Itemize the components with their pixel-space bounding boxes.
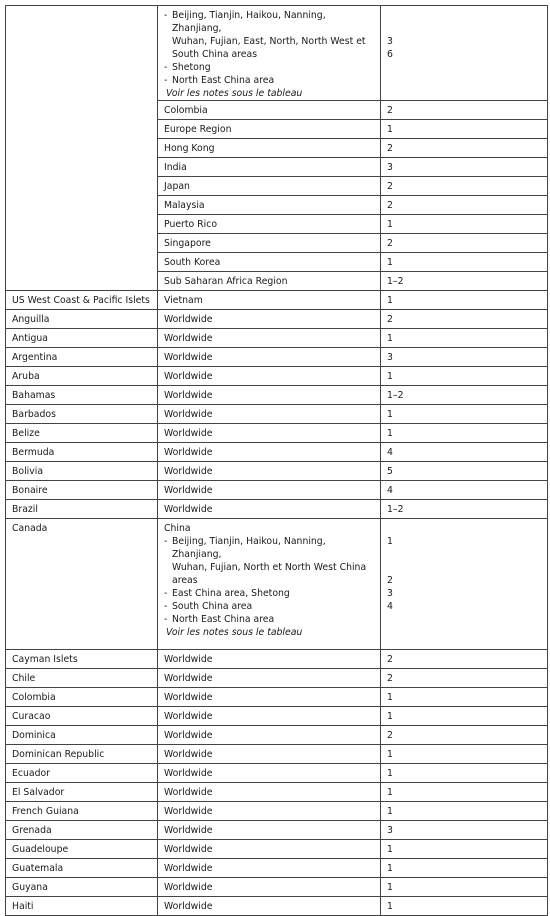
region-cell: Worldwide <box>158 348 381 367</box>
table-row <box>6 878 548 897</box>
value-cell: 1 <box>381 367 548 386</box>
value-cell: 4 <box>381 481 548 500</box>
value-text: 2 <box>387 575 393 586</box>
value-cell: 3 <box>381 348 548 367</box>
value-cell: 2 <box>381 139 548 158</box>
country-cell: Guyana <box>6 878 158 897</box>
region-cell: Worldwide <box>158 462 381 481</box>
country-cell: Aruba <box>6 367 158 386</box>
list-item: - North East China area <box>164 74 374 87</box>
region-cell: Colombia <box>158 101 381 120</box>
value-text: 1 <box>387 536 393 547</box>
value-cell: 1 <box>381 215 548 234</box>
country-cell: Anguilla <box>6 310 158 329</box>
region-cell: Worldwide <box>158 386 381 405</box>
country-cell: Chile <box>6 669 158 688</box>
value-cell <box>381 519 548 650</box>
country-cell: Guatemala <box>6 859 158 878</box>
list-item: areas <box>172 575 198 586</box>
value-cell: 2 <box>381 310 548 329</box>
table-row <box>6 310 548 329</box>
list-item: Wuhan, Fujian, North et North West China <box>172 562 367 573</box>
region-cell: Worldwide <box>158 424 381 443</box>
country-cell <box>6 6 158 291</box>
region-cell: Sub Saharan Africa Region <box>158 272 381 291</box>
region-cell: Worldwide <box>158 405 381 424</box>
value-cell <box>381 6 548 101</box>
value-cell: 1 <box>381 688 548 707</box>
region-cell: Worldwide <box>158 669 381 688</box>
value-cell: 1 <box>381 783 548 802</box>
region-cell: Worldwide <box>158 878 381 897</box>
list-item: - Beijing, Tianjin, Haikou, Nanning, Zhanjiang, <box>164 535 374 561</box>
table-row <box>6 764 548 783</box>
country-cell: Colombia <box>6 688 158 707</box>
table-row <box>6 443 548 462</box>
table-row <box>6 650 548 669</box>
table-note: Voir les notes sous le tableau <box>166 627 303 638</box>
table-row <box>6 669 548 688</box>
table-row <box>6 821 548 840</box>
table-row <box>6 291 548 310</box>
region-cell: Worldwide <box>158 764 381 783</box>
region-header: China <box>164 523 191 534</box>
table-row <box>6 329 548 348</box>
region-cell: Worldwide <box>158 859 381 878</box>
country-cell: Bahamas <box>6 386 158 405</box>
value-cell: 5 <box>381 462 548 481</box>
list-item: Wuhan, Fujian, East, North, North West et <box>172 36 366 47</box>
value-cell: 1 <box>381 745 548 764</box>
value-cell: 1 <box>381 859 548 878</box>
region-cell: Worldwide <box>158 481 381 500</box>
table-row <box>6 500 548 519</box>
country-cell: El Salvador <box>6 783 158 802</box>
region-cell: South Korea <box>158 253 381 272</box>
country-cell: Grenada <box>6 821 158 840</box>
country-cell: Guadeloupe <box>6 840 158 859</box>
region-cell: Worldwide <box>158 726 381 745</box>
value-cell: 2 <box>381 234 548 253</box>
value-cell: 2 <box>381 669 548 688</box>
value-cell: 2 <box>381 196 548 215</box>
table-row <box>6 367 548 386</box>
value-cell: 3 <box>381 821 548 840</box>
value-text: 3 <box>387 36 393 47</box>
value-text: 6 <box>387 49 393 60</box>
value-cell: 1 <box>381 802 548 821</box>
region-cell: Worldwide <box>158 367 381 386</box>
region-cell: Worldwide <box>158 840 381 859</box>
value-cell: 1 <box>381 764 548 783</box>
table-row <box>6 424 548 443</box>
table-row <box>6 707 548 726</box>
region-cell <box>158 6 381 101</box>
value-text: 4 <box>387 601 393 612</box>
region-cell: Worldwide <box>158 310 381 329</box>
table-row <box>6 405 548 424</box>
country-cell: Bermuda <box>6 443 158 462</box>
value-cell: 2 <box>381 177 548 196</box>
region-cell: Worldwide <box>158 500 381 519</box>
region-cell: Worldwide <box>158 783 381 802</box>
value-cell: 1 <box>381 253 548 272</box>
country-cell: Belize <box>6 424 158 443</box>
country-cell: Argentina <box>6 348 158 367</box>
table-row <box>6 783 548 802</box>
region-cell: Worldwide <box>158 650 381 669</box>
region-cell: Worldwide <box>158 443 381 462</box>
list-item: - East China area, Shetong <box>164 587 374 600</box>
country-cell: French Guiana <box>6 802 158 821</box>
value-cell: 1 <box>381 291 548 310</box>
country-cell: Barbados <box>6 405 158 424</box>
region-cell <box>158 519 381 650</box>
table-row <box>6 348 548 367</box>
value-cell: 1 <box>381 840 548 859</box>
region-cell: Worldwide <box>158 821 381 840</box>
list-item: - Shetong <box>164 61 374 74</box>
region-cell: Worldwide <box>158 688 381 707</box>
value-text: 3 <box>387 588 393 599</box>
country-cell: Dominican Republic <box>6 745 158 764</box>
table-note: Voir les notes sous le tableau <box>166 88 303 99</box>
region-cell: Japan <box>158 177 381 196</box>
value-cell: 1–2 <box>381 272 548 291</box>
value-cell: 1 <box>381 329 548 348</box>
table-row <box>6 840 548 859</box>
table-row <box>6 519 548 650</box>
value-cell: 1 <box>381 878 548 897</box>
table-row <box>6 6 548 101</box>
table-row <box>6 386 548 405</box>
value-cell: 1–2 <box>381 500 548 519</box>
country-cell: Curacao <box>6 707 158 726</box>
region-cell: India <box>158 158 381 177</box>
region-cell: Europe Region <box>158 120 381 139</box>
region-cell: Worldwide <box>158 802 381 821</box>
table-row <box>6 859 548 878</box>
list-item: - South China area <box>164 600 374 613</box>
country-cell: Ecuador <box>6 764 158 783</box>
region-cell: Worldwide <box>158 707 381 726</box>
value-cell: 2 <box>381 726 548 745</box>
list-item: - North East China area <box>164 613 374 626</box>
value-cell: 1 <box>381 897 548 916</box>
value-cell: 4 <box>381 443 548 462</box>
region-cell: Worldwide <box>158 897 381 916</box>
value-cell: 1–2 <box>381 386 548 405</box>
country-region-table <box>5 5 548 916</box>
value-cell: 3 <box>381 158 548 177</box>
country-cell: US West Coast & Pacific Islets <box>6 291 158 310</box>
region-cell: Singapore <box>158 234 381 253</box>
country-cell: Canada <box>6 519 158 650</box>
country-cell: Bonaire <box>6 481 158 500</box>
region-cell: Puerto Rico <box>158 215 381 234</box>
country-cell: Cayman Islets <box>6 650 158 669</box>
value-cell: 1 <box>381 405 548 424</box>
table-row <box>6 726 548 745</box>
country-cell: Brazil <box>6 500 158 519</box>
value-cell: 2 <box>381 101 548 120</box>
table-row <box>6 688 548 707</box>
value-cell: 1 <box>381 120 548 139</box>
table-row <box>6 802 548 821</box>
table-row <box>6 481 548 500</box>
region-cell: Worldwide <box>158 329 381 348</box>
table-row <box>6 462 548 481</box>
value-cell: 1 <box>381 424 548 443</box>
country-cell: Antigua <box>6 329 158 348</box>
country-cell: Bolivia <box>6 462 158 481</box>
country-cell: Dominica <box>6 726 158 745</box>
region-cell: Vietnam <box>158 291 381 310</box>
region-cell: Malaysia <box>158 196 381 215</box>
value-cell: 1 <box>381 707 548 726</box>
value-cell: 2 <box>381 650 548 669</box>
country-cell: Haiti <box>6 897 158 916</box>
region-cell: Hong Kong <box>158 139 381 158</box>
region-cell: Worldwide <box>158 745 381 764</box>
list-item: - Beijing, Tianjin, Haikou, Nanning, Zhanjiang, <box>164 9 374 35</box>
table-row <box>6 745 548 764</box>
list-item: South China areas <box>172 49 258 60</box>
